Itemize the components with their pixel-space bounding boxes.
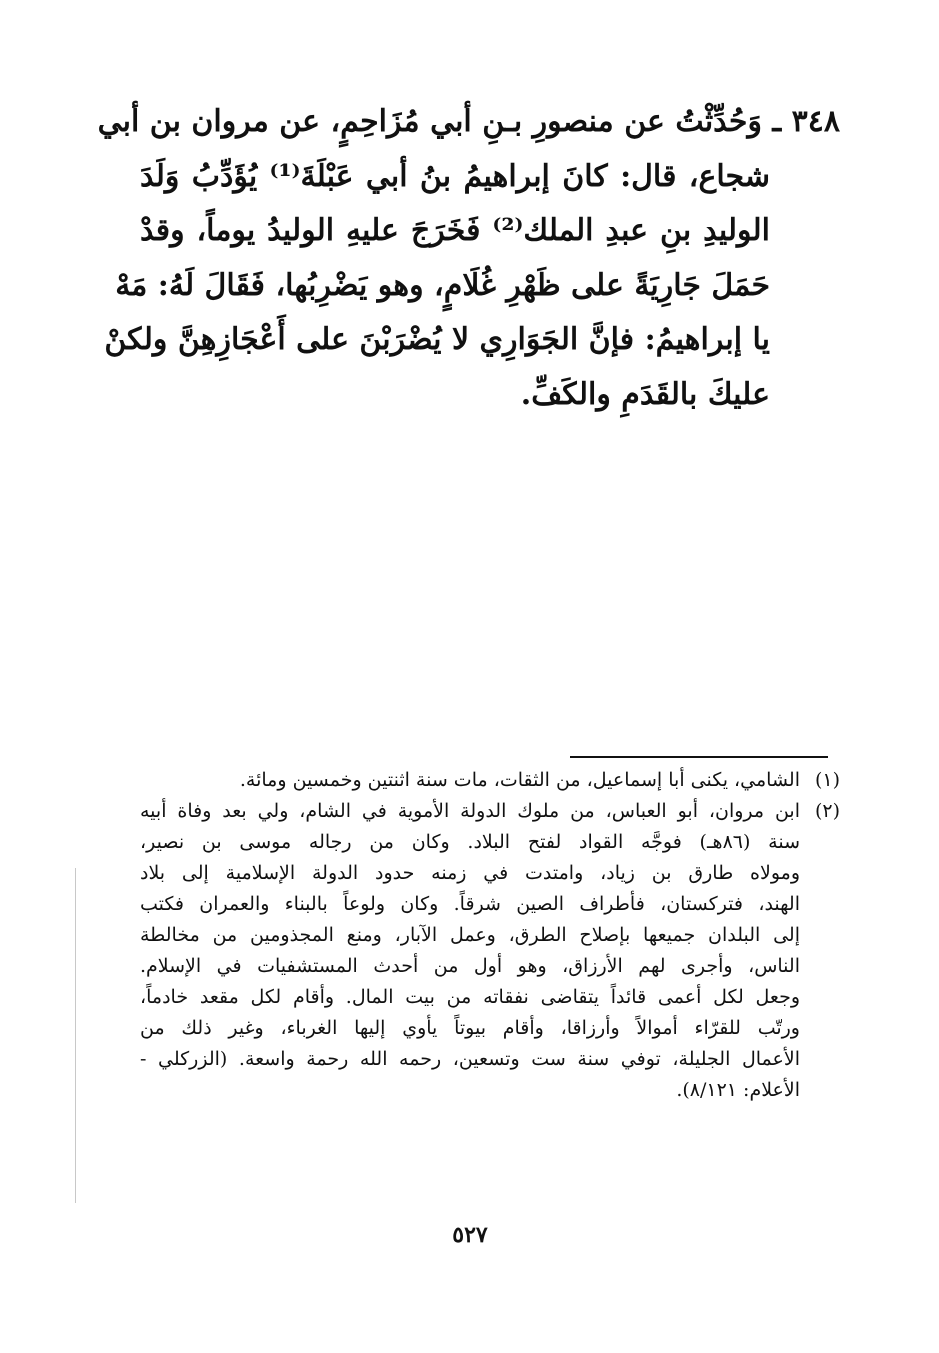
- main-line-2: شجاع، قال: كانَ إبراهيمُ بنُ أبي عَبْلَةَ⁽¹⁾ يُؤَدِّبُ وَلَدَ: [140, 158, 770, 194]
- footnote-line: ومولاه طارق بن زياد، وامتدت في زمنه حدود الدولة الإسلامية إلى بلاد: [140, 862, 800, 884]
- main-line-1: ٣٤٨ ـ وَحُدِّثْتُ عن منصورِ بـنِ أبي مُزَاحِمٍ، عن مروان بن أبي: [97, 104, 840, 139]
- footnote-line: ابن مروان، أبو العباس، من ملوك الدولة الأموية في الشام، ولي بعد وفاة أبيه: [140, 800, 800, 822]
- main-line-5: يا إبراهيمُ: فإنَّ الجَوَارِي لا يُضْرَبْنَ على أَعْجَازِهِنَّ ولكنْ: [104, 322, 770, 357]
- footnote-line: الشامي، يكنى أبا إسماعيل، من الثقات، مات سنة اثنتين وخمسين ومائة.: [239, 769, 800, 791]
- footnote-line: وجعل لكل أعمى قائداً يتقاضى نفقاته من بيت المال. وأقام لكل مقعد خادماً،: [140, 986, 800, 1008]
- paragraph-number: ٣٤٨: [791, 104, 840, 139]
- footnote-separator: [570, 756, 828, 758]
- footnotes: [140, 765, 840, 1106]
- main-text: [97, 95, 840, 422]
- footnote-line: الهند، فتركستان، فأطراف الصين شرقاً. وكان ولوعاً بالبناء والعمران فكتب: [140, 893, 800, 915]
- footnote-line: الأعلام: ٨/١٢١).: [676, 1079, 800, 1101]
- main-line-3: الوليدِ بنِ عبدِ الملك⁽²⁾ فَخَرَجَ عليهِ الوليدُ يوماً، وقدْ: [140, 213, 770, 248]
- main-line-6: عليكَ بالقَدَمِ والكَفِّ.: [520, 376, 770, 412]
- footnote-line: سنة (٨٦هـ) فوجَّه القواد لفتح البلاد. وكان من رجاله موسى بن نصير،: [140, 831, 800, 853]
- footnote-line: الناس، وأجرى لهم الأرزاق، وهو أول من أحدث المستشفيات في الإسلام.: [140, 955, 800, 977]
- footnote-line: إلى البلدان جميعها بإصلاح الطرق، وعمل الآبار، ومنع المجذومين من مخالطة: [140, 924, 800, 946]
- footnote-line: الأعمال الجليلة، توفي سنة ست وتسعين، رحمه الله رحمة واسعة. (الزركلي -: [140, 1048, 800, 1070]
- footnote-2: [140, 796, 840, 1106]
- page-number: ٥٢٧: [452, 1222, 488, 1248]
- footnote-number: (١): [814, 769, 840, 791]
- footnote-line: ورتّب للقرّاء أموالاً وأرزاقا، وأقام بيوتاً يأوي إليها الغرباء، وغير ذلك من: [140, 1017, 800, 1039]
- footnote-number: (٢): [814, 800, 840, 822]
- scan-edge-line: [75, 868, 76, 1203]
- footnote-1: [140, 765, 840, 796]
- main-line-4: حَمَلَ جَارِيَةً على ظَهْرِ غُلَامٍ، وهو يَضْرِبُها، فَقَالَ لَهُ: مَهْ: [115, 267, 770, 303]
